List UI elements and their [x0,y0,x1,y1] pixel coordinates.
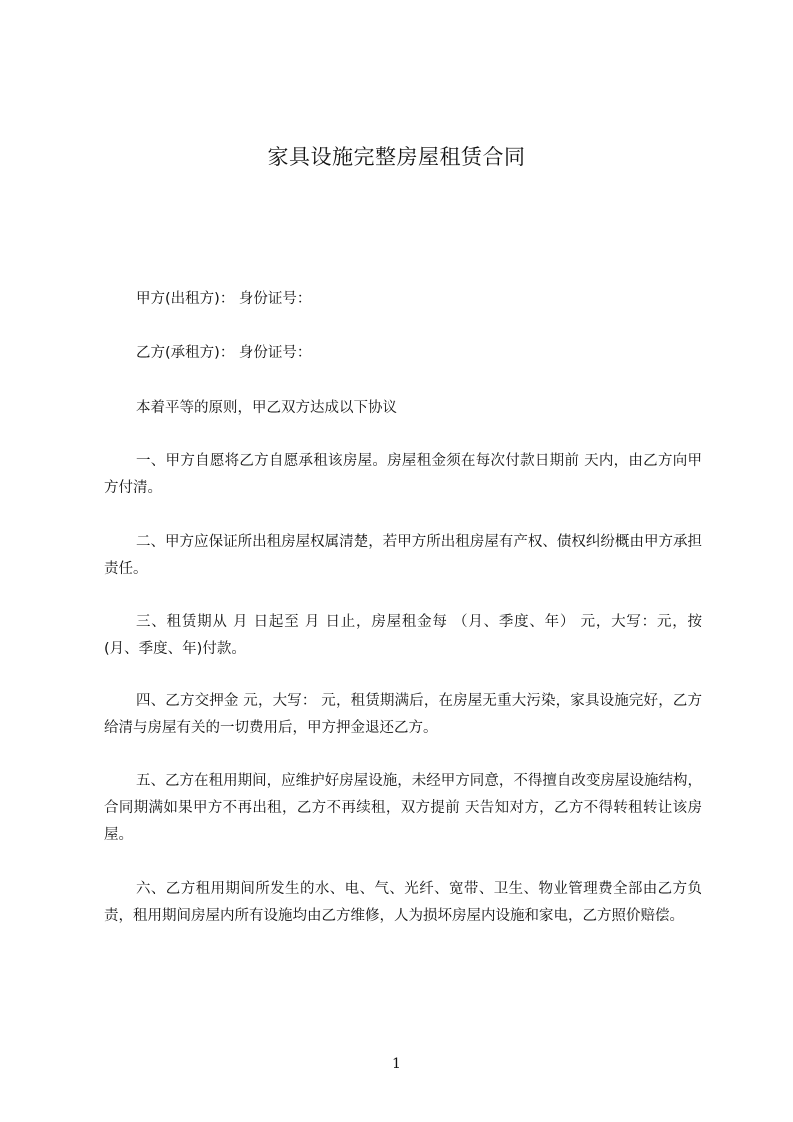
clause-2-paragraph: 二、甲方应保证所出租房屋权属清楚，若甲方所出租房屋有产权、债权纠纷概由甲方承担责任。 [104,534,702,577]
clause-5-paragraph: 五、乙方在租用期间，应维护好房屋设施，未经甲方同意，不得擅自改变房屋设施结构，合同期满如果甲方不再出租，乙方不再续租，双方提前 天告知对方，乙方不得转租转让该房屋。 [104,773,702,843]
party-b-line: 乙方(承租方)： 身份证号： [136,345,312,361]
page-number: 1 [392,1056,401,1072]
clause-4-paragraph: 四、乙方交押金 元，大写： 元，租赁期满后，在房屋无重大污染，家具设施完好，乙方给清与房屋有关的一切费用后，甲方押金退还乙方。 [104,693,702,736]
clause-3-paragraph: 三、租赁期从 月 日起至 月 日止，房屋租金每 （月、季度、年） 元，大写：元，按(月、季度、年)付款。 [104,614,702,657]
clause-1-paragraph: 一、甲方自愿将乙方自愿承租该房屋。房屋租金须在每次付款日期前 天内，由乙方向甲方付清。 [104,453,702,496]
preamble-paragraph: 本着平等的原则，甲乙双方达成以下协议 [136,400,397,416]
party-a-line: 甲方(出租方)： 身份证号： [136,291,312,307]
document-title: 家具设施完整房屋租赁合同 [267,145,526,169]
clause-6-paragraph: 六、乙方租用期间所发生的水、电、气、光纤、宽带、卫生、物业管理费全部由乙方负责，租用期间房屋内所有设施均由乙方维修，人为损坏房屋内设施和家电，乙方照价赔偿。 [104,881,702,924]
